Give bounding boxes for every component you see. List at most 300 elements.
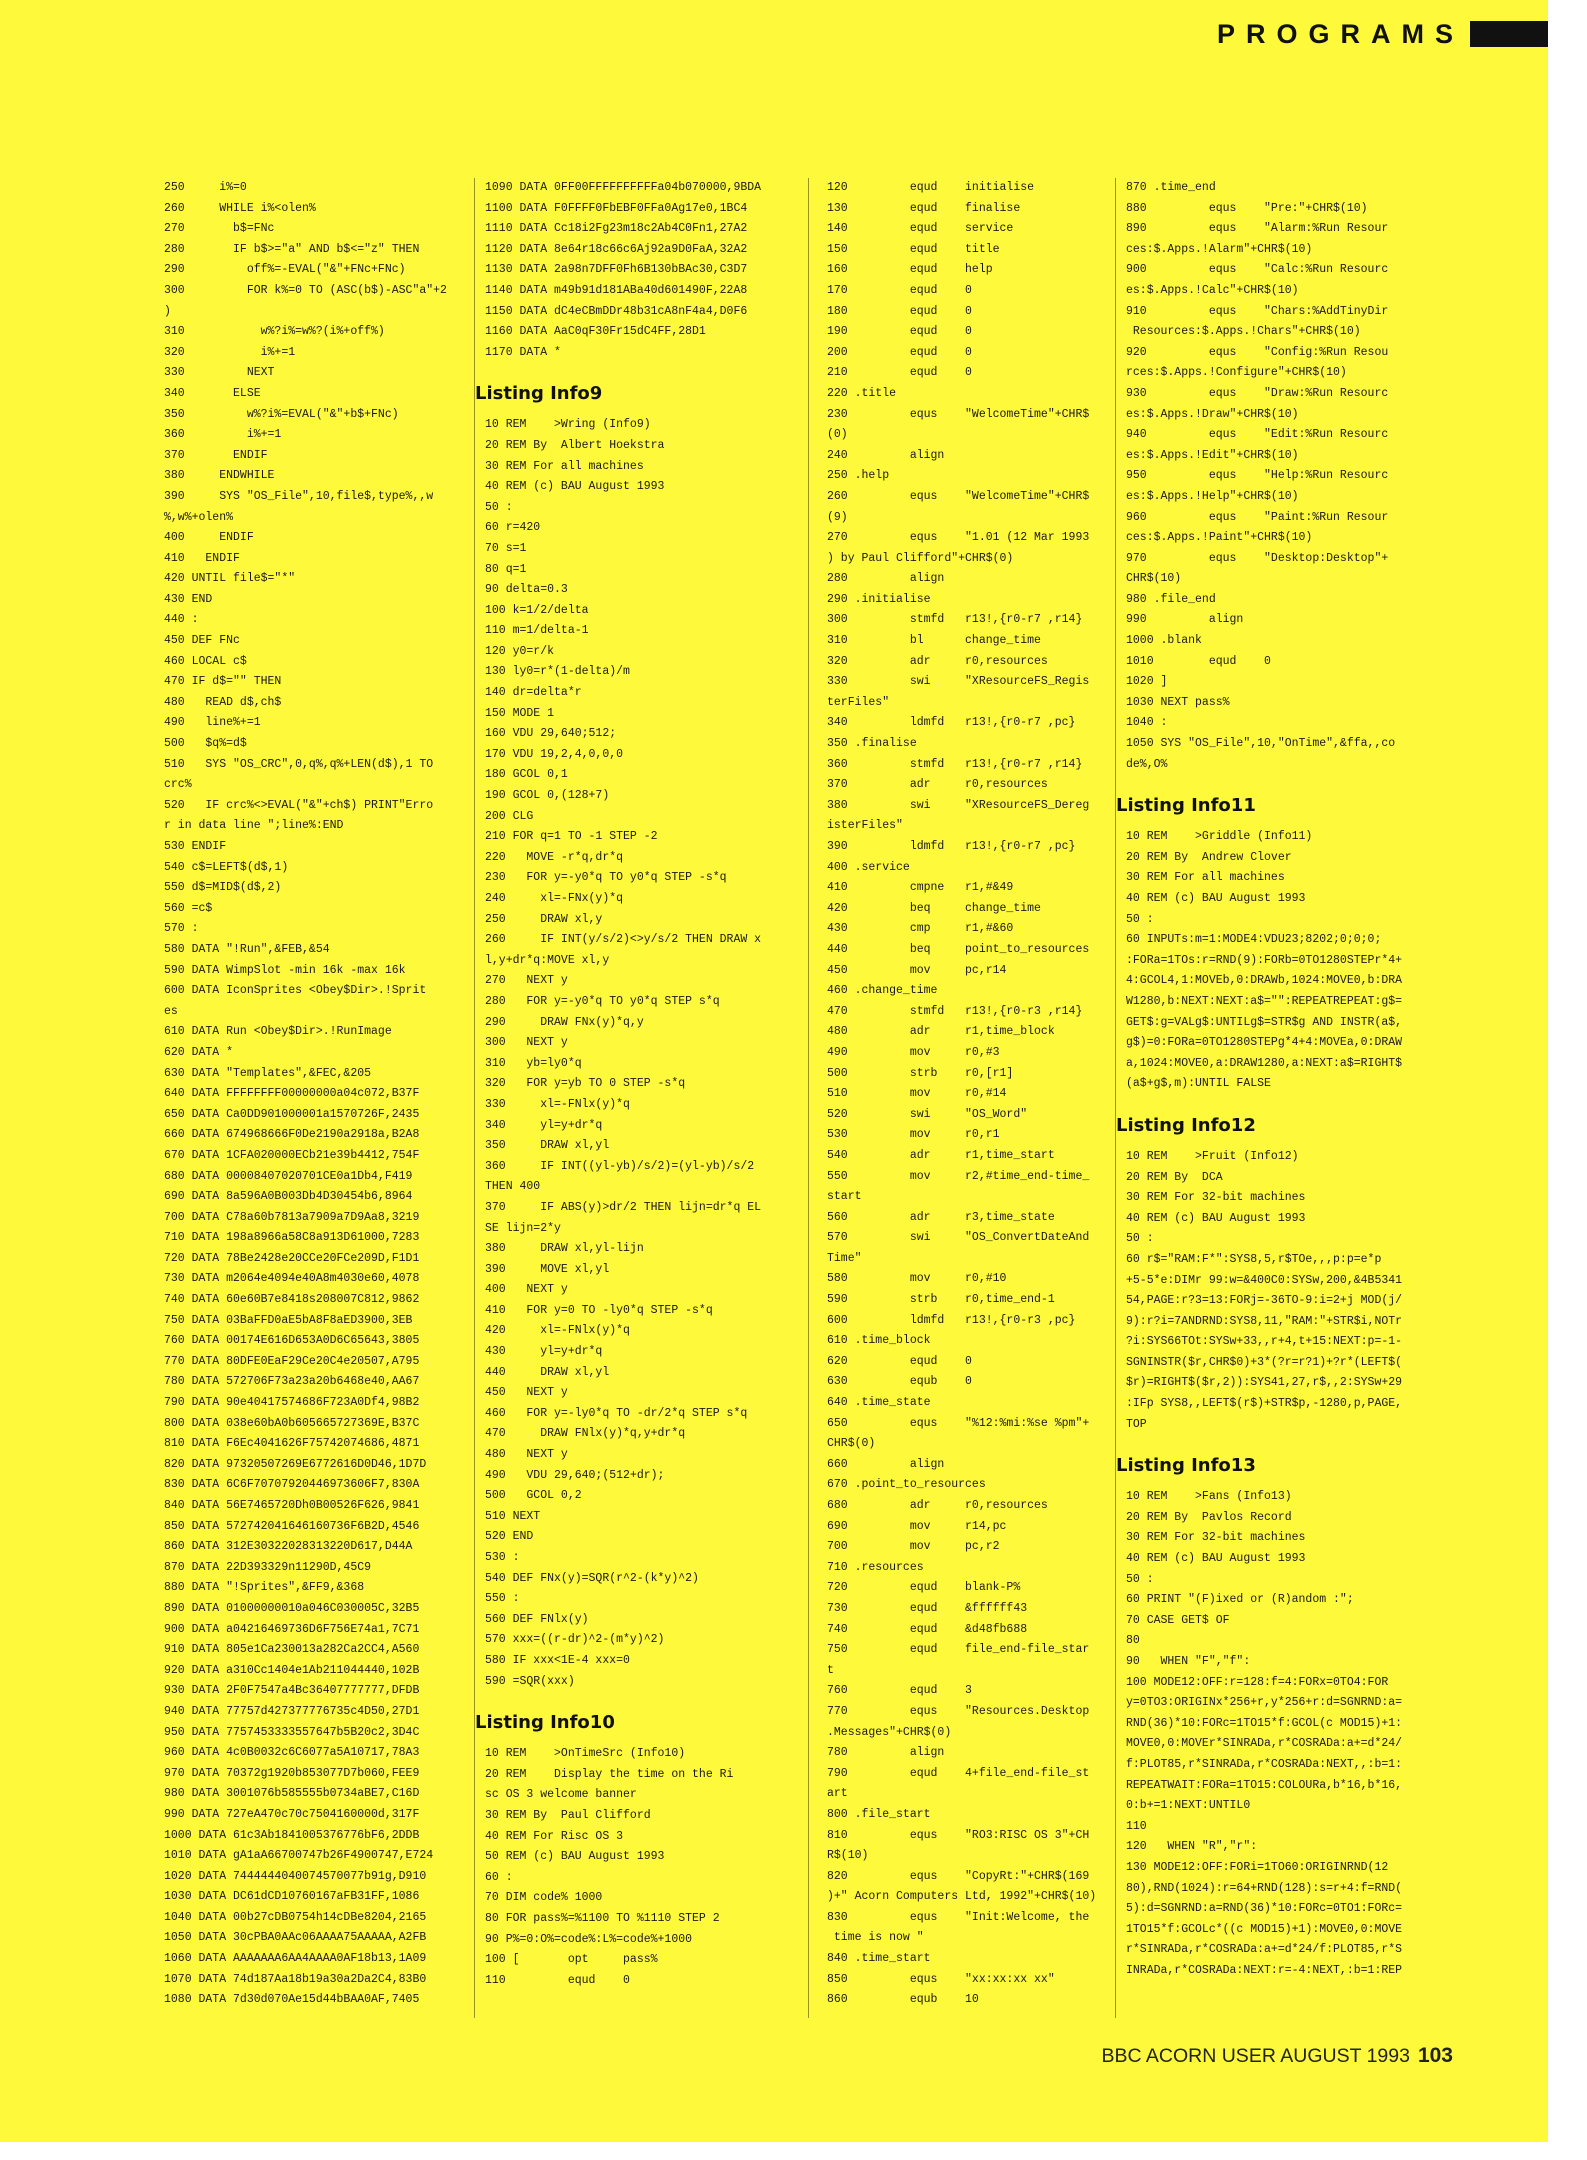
code-line: 1060 DATA AAAAAAA6AA4AAAA0AF18b13,1A09: [164, 1952, 427, 1966]
code-line: 910 equs "Chars:%AddTinyDir: [1126, 304, 1389, 318]
code-line: 900 equs "Calc:%Run Resourc: [1126, 263, 1389, 277]
code-line: 970 DATA 70372g1920b853077D7b060,FEE9: [164, 1766, 420, 1780]
code-line: 10 REM >Griddle (Info11): [1126, 830, 1313, 844]
code-line: 10 REM >Wring (Info9): [485, 418, 651, 432]
code-line: 610 .time_block: [827, 1334, 931, 1348]
code-line: 30 REM For 32-bit machines: [1126, 1531, 1306, 1545]
code-line: 20 REM By Pavlos Record: [1126, 1510, 1292, 1524]
code-line: 40 REM For Risc OS 3: [485, 1829, 624, 1843]
code-line: 30 REM For 32-bit machines: [1126, 1191, 1306, 1205]
code-line: 300 stmfd r13!,{r0-r7 ,r14}: [827, 613, 1083, 627]
code-line: 30 REM By Paul Clifford: [485, 1808, 651, 1822]
code-line: 420 UNTIL file$="*": [164, 572, 296, 586]
code-line: 90 delta=0.3: [485, 583, 568, 597]
code-line: Resources:$.Apps.!Chars"+CHR$(10): [1126, 325, 1361, 339]
code-line: 250 .help: [827, 469, 890, 483]
code-line: 680 adr r0,resources: [827, 1499, 1048, 1512]
code-line: 600 ldmfd r13!,{r0-r3 ,pc}: [827, 1313, 1076, 1327]
code-line: l,y+dr*q:MOVE xl,y: [485, 953, 610, 967]
code-line: 900 DATA a04216469736D6F756E74a1,7C71: [164, 1622, 420, 1636]
code-line: 460 FOR y=-ly0*q TO -dr/2*q STEP s*q: [485, 1406, 748, 1420]
code-line: 390 MOVE xl,yl: [485, 1262, 610, 1276]
code-line: 200 CLG: [485, 809, 534, 823]
code-line: 510 NEXT: [485, 1509, 541, 1523]
code-line: 540 DEF FNx(y)=SQR(r^2-(k*y)^2): [485, 1571, 699, 1585]
code-line: 300 NEXT y: [485, 1036, 568, 1050]
code-line: +5-5*e:DIMr 99:w=&400C0:SYSw,200,&4B5341: [1126, 1273, 1403, 1287]
code-line: 340 yl=y+dr*q: [485, 1118, 603, 1132]
code-line: g$)=0:FORa=0TO1280STEPg*4+4:MOVEa,0:DRAW: [1126, 1036, 1403, 1050]
code-line: :FORa=1TOs:r=RND(9):FORb=0TO1280STEPr*4+: [1126, 953, 1403, 967]
code-line: 650 equs "%12:%mi:%se %pm"+: [827, 1416, 1090, 1430]
code-line: 940 DATA 77757d427377776735c4D50,27D1: [164, 1704, 420, 1718]
code-line: ): [164, 304, 171, 318]
code-line: 50 :: [1126, 912, 1154, 926]
code-line: 270 equs "1.01 (12 Mar 1993: [827, 531, 1090, 545]
code-line: es:$.Apps.!Edit"+CHR$(10): [1126, 448, 1299, 462]
code-line: 320 FOR y=yb TO 0 STEP -s*q: [485, 1077, 686, 1091]
code-line: 490 line%+=1: [164, 716, 261, 730]
code-line: r in data line ";line%:END: [164, 819, 344, 833]
code-line: 1030 NEXT pass%: [1126, 695, 1230, 709]
code-line: 620 equd 0: [827, 1354, 972, 1368]
code-line: 500 GCOL 0,2: [485, 1489, 582, 1503]
code-line: 220 .title: [827, 386, 897, 400]
code-line: 380 swi "XResourceFS_Dereg: [827, 798, 1090, 812]
code-line: 770 DATA 80DFE0EaF29Ce20C4e20507,A795: [164, 1354, 420, 1368]
code-line: 630 DATA "Templates",&FEC,&205: [164, 1066, 372, 1080]
code-line: 940 equs "Edit:%Run Resourc: [1126, 428, 1389, 442]
code-line: 490 mov r0,#3: [827, 1045, 1000, 1059]
code-line: 880 DATA "!Sprites",&FF9,&368: [164, 1581, 365, 1595]
code-line: 470 IF d$="" THEN: [164, 675, 282, 689]
code-line: 110: [1126, 1819, 1147, 1833]
code-line: 800 .file_start: [827, 1807, 931, 1821]
code-line: )+" Acorn Computers Ltd, 1992"+CHR$(10): [827, 1890, 1097, 1904]
code-line: 120 WHEN "R","r":: [1126, 1840, 1258, 1854]
code-line: t: [827, 1663, 834, 1677]
code-line: 340 ldmfd r13!,{r0-r7 ,pc}: [827, 716, 1076, 730]
code-line: 90 WHEN "F","f":: [1126, 1655, 1251, 1668]
code-line: 540 adr r1,time_start: [827, 1148, 1055, 1162]
code-line: 550 d$=MID$(d$,2): [164, 881, 282, 895]
code-line: 190 equd 0: [827, 325, 972, 339]
code-line: es:$.Apps.!Draw"+CHR$(10): [1126, 407, 1299, 421]
code-line: 530 :: [485, 1551, 520, 1564]
code-line: (9): [827, 510, 848, 524]
code-line: 930 equs "Draw:%Run Resourc: [1126, 386, 1389, 400]
column-divider: [474, 178, 475, 2018]
code-line: 800 DATA 038e60bA0b605665727369E,B37C: [164, 1416, 420, 1430]
listing-heading: Listing Info9: [475, 383, 603, 405]
column-4: [1116, 178, 1411, 1982]
code-line: ) by Paul Clifford"+CHR$(0): [827, 551, 1014, 565]
code-line: 240 align: [827, 448, 945, 462]
code-line: 470 stmfd r13!,{r0-r3 ,r14}: [827, 1004, 1083, 1018]
code-line: f:PLOT85,r*SINRADa,r*COSRADa:NEXT,,:b=1:: [1126, 1757, 1403, 1771]
code-line: 140 equd service: [827, 222, 1014, 236]
code-line: 1130 DATA 2a98n7DFF0Fh6B130bBAc30,C3D7: [485, 263, 748, 277]
code-line: 80 q=1: [485, 562, 527, 576]
code-line: 520 IF crc%<>EVAL("&"+ch$) PRINT"Erro: [164, 798, 434, 812]
code-line: 960 equs "Paint:%Run Resour: [1126, 510, 1389, 524]
listing-heading: Listing Info12: [1116, 1114, 1256, 1136]
code-line: REPEATWAIT:FORa=1TO15:COLOURa,b*16,b*16,: [1126, 1778, 1403, 1792]
code-line: W1280,b:NEXT:NEXT:a$="":REPEATREPEAT:g$=: [1126, 994, 1403, 1008]
code-line: 280 FOR y=-y0*q TO y0*q STEP s*q: [485, 994, 720, 1008]
code-line: INRADa,r*COSRADa:NEXT:r=-4:NEXT,:b=1:REP: [1126, 1963, 1403, 1977]
code-line: 600 DATA IconSprites <Obey$Dir>.!Sprit: [164, 984, 427, 998]
code-line: 690 mov r14,pc: [827, 1519, 1007, 1533]
code-line: 150 equd title: [827, 242, 1000, 256]
code-line: 400 NEXT y: [485, 1283, 568, 1297]
code-line: 70 DIM code% 1000: [485, 1891, 603, 1905]
code-line: :IFp SYS8,,LEFT$(r$)+STR$p,-1280,p,PAGE,: [1126, 1397, 1403, 1411]
page-footer: [1101, 2044, 1453, 2068]
code-line: 630 equb 0: [827, 1375, 972, 1389]
code-line: 1140 DATA m49b91d181ABa40d601490F,22A8: [485, 283, 748, 297]
code-line: 620 DATA *: [164, 1045, 234, 1059]
code-line: 20 REM Display the time on the Ri: [485, 1767, 734, 1781]
code-line: 300 FOR k%=0 TO (ASC(b$)-ASC"a"+2: [164, 283, 447, 297]
code-line: 980 DATA 3001076b585555b0734aBE7,C16D: [164, 1787, 420, 1801]
code-line: 670 DATA 1CFA020000ECb21e39b4412,754F: [164, 1148, 420, 1162]
code-line: 50 :: [485, 500, 513, 514]
code-line: 590 strb r0,time_end-1: [827, 1293, 1055, 1307]
code-line: 750 DATA 03BaFFD0aE5bA8F8aED3900,3EB: [164, 1313, 413, 1327]
page-header: [1217, 20, 1548, 48]
code-line: 560 adr r3,time_state: [827, 1210, 1055, 1224]
code-line: 990 align: [1126, 613, 1244, 627]
code-line: 840 DATA 56E7465720Dh0B00526F626,9841: [164, 1499, 420, 1512]
code-line: 1080 DATA 7d30d070Ae15d44bBAA0AF,7405: [164, 1993, 420, 2007]
code-line: 340 ELSE: [164, 386, 261, 400]
column-divider: [808, 178, 809, 2018]
code-line: 280 IF b$>="a" AND b$<="z" THEN: [164, 242, 420, 256]
code-line: 1050 DATA 30cPBA0AAc06AAAA75AAAAA,A2FB: [164, 1931, 427, 1945]
code-line: 550 :: [485, 1592, 520, 1606]
column-3: [827, 178, 1107, 2011]
code-line: 60 PRINT "(F)ixed or (R)andom :";: [1126, 1593, 1354, 1607]
code-line: 360 stmfd r13!,{r0-r7 ,r14}: [827, 757, 1083, 771]
code-line: MOVE0,0:MOVEr*SINRADa,r*COSRADa:a+=d*24/: [1126, 1737, 1403, 1751]
code-line: 930 DATA 2F0F7547a4Bc36407777777,DFDB: [164, 1684, 420, 1698]
code-line: 840 .time_start: [827, 1952, 931, 1966]
code-line: 1070 DATA 74d187Aa18b19a30a2Da2C4,83B0: [164, 1972, 427, 1986]
code-line: crc%: [164, 778, 192, 792]
code-line: 960 DATA 4c0B0032c6C6077a5A10717,78A3: [164, 1746, 420, 1760]
column-1: [164, 178, 464, 2011]
code-line: es: [164, 1004, 178, 1018]
code-line: 740 equd &d48fb688: [827, 1622, 1028, 1636]
code-line: 60 :: [485, 1870, 513, 1884]
code-line: 70 s=1: [485, 541, 527, 555]
code-line: 640 .time_state: [827, 1396, 931, 1410]
code-line: RND(36)*10:FORc=1TO15*f:GCOL(c MOD15)+1:: [1126, 1716, 1403, 1730]
code-line: 130 equd finalise: [827, 201, 1021, 215]
code-line: 570 swi "OS_ConvertDateAnd: [827, 1231, 1090, 1245]
code-line: 130 MODE12:OFF:FORi=1TO60:ORIGINRND(12: [1126, 1860, 1389, 1874]
code-line: 360 IF INT((yl-yb)/s/2)=(yl-yb)/s/2: [485, 1159, 755, 1173]
code-line: 1040 :: [1126, 716, 1168, 730]
code-line: 180 GCOL 0,1: [485, 768, 568, 782]
code-line: 40 REM (c) BAU August 1993: [485, 480, 665, 494]
code-line: 510 mov r0,#14: [827, 1087, 1007, 1101]
code-line: 190 GCOL 0,(128+7): [485, 789, 610, 803]
code-line: 870 DATA 22D393329n11290D,45C9: [164, 1560, 372, 1574]
code-line: 210 equd 0: [827, 366, 972, 380]
code-line: 40 REM (c) BAU August 1993: [1126, 892, 1306, 905]
code-line: 950 equs "Help:%Run Resourc: [1126, 469, 1389, 483]
code-line: 50 :: [1126, 1232, 1154, 1246]
code-line: 890 equs "Alarm:%Run Resour: [1126, 222, 1389, 236]
code-line: 80 FOR pass%=%1100 TO %1110 STEP 2: [485, 1911, 720, 1925]
code-line: 120 equd initialise: [827, 181, 1035, 194]
code-line: y=0TO3:ORIGINx*256+r,y*256+r:d=SGNRND:a=: [1126, 1696, 1403, 1710]
code-line: 390 SYS "OS_File",10,file$,type%,,w: [164, 489, 434, 503]
code-line: 590 =SQR(xxx): [485, 1674, 575, 1688]
code-line: 850 equs "xx:xx:xx xx": [827, 1972, 1055, 1986]
code-line: 560 DEF FNlx(y): [485, 1612, 589, 1626]
code-line: a,1024:MOVE0,a:DRAW1280,a:NEXT:a$=RIGHT$: [1126, 1056, 1403, 1070]
code-line: 440 DRAW xl,yl: [485, 1365, 610, 1379]
code-line: 110 equd 0: [485, 1973, 630, 1987]
code-line: 20 REM By DCA: [1126, 1170, 1223, 1184]
code-line: 10 REM >Fans (Info13): [1126, 1490, 1292, 1504]
code-line: 80),RND(1024):r=64+RND(128):s=r+4:f=RND(: [1126, 1881, 1403, 1895]
code-line: 430 yl=y+dr*q: [485, 1345, 603, 1359]
code-line: 170 VDU 19,2,4,0,0,0: [485, 747, 624, 761]
code-line: (a$+g$,m):UNTIL FALSE: [1126, 1077, 1271, 1091]
code-line: 20 REM By Andrew Clover: [1126, 850, 1292, 864]
code-line: 100 MODE12:OFF:r=128:f=4:FORx=0TO4:FOR: [1126, 1675, 1389, 1689]
code-line: CHR$(10): [1126, 572, 1182, 586]
code-line: 140 dr=delta*r: [485, 686, 582, 700]
code-line: 790 equd 4+file_end-file_st: [827, 1766, 1090, 1780]
code-line: THEN 400: [485, 1180, 541, 1194]
code-line: 400 .service: [827, 860, 910, 874]
code-line: 330 xl=-FNlx(y)*q: [485, 1097, 630, 1111]
code-line: 640 DATA FFFFFFFF00000000a04c072,B37F: [164, 1087, 420, 1101]
code-line: 70 CASE GET$ OF: [1126, 1613, 1230, 1627]
column-2: [475, 178, 795, 1991]
code-line: 440 :: [164, 613, 199, 627]
code-line: 920 equs "Config:%Run Resou: [1126, 345, 1389, 359]
code-line: 890 DATA 01000000010a046C030005C,32B5: [164, 1601, 420, 1615]
code-line: 530 ENDIF: [164, 840, 227, 853]
code-line: 970 equs "Desktop:Desktop"+: [1126, 551, 1389, 565]
code-line: 350 DRAW xl,yl: [485, 1139, 610, 1153]
code-line: 370 IF ABS(y)>dr/2 THEN lijn=dr*q EL: [485, 1200, 762, 1214]
code-line: 100 k=1/2/delta: [485, 603, 589, 617]
code-line: 60 r$="RAM:F*":SYS8,5,r$TOe,,,p:p=e*p: [1126, 1252, 1382, 1266]
code-line: 750 equd file_end-file_star: [827, 1643, 1090, 1657]
code-line: 920 DATA a310Cc1404e1Ab211044440,102B: [164, 1663, 420, 1677]
code-line: 850 DATA 572742041646160736F6B2D,4546: [164, 1519, 420, 1533]
code-line: 950 DATA 7757453333557647b5B20c2,3D4C: [164, 1725, 420, 1739]
code-line: 720 equd blank-P%: [827, 1581, 1021, 1595]
code-line: art: [827, 1787, 848, 1801]
publication-name: BBC ACORN USER AUGUST 1993: [1101, 2045, 1410, 2067]
code-line: 100 [ opt pass%: [485, 1953, 658, 1967]
code-line: 700 DATA C78a60b7813a7909a7D9Aa8,3219: [164, 1210, 420, 1224]
code-line: 450 NEXT y: [485, 1386, 568, 1400]
code-line: 450 DEF FNc: [164, 634, 240, 648]
code-line: 990 DATA 727eA470c70c7504160000d,317F: [164, 1807, 420, 1821]
code-line: isterFiles": [827, 819, 903, 833]
code-line: 4:GCOL4,1:MOVEb,0:DRAWb,1024:MOVE0,b:DRA: [1126, 974, 1403, 988]
code-line: 410 cmpne r1,#&49: [827, 881, 1014, 895]
code-line: rces:$.Apps.!Configure"+CHR$(10): [1126, 366, 1347, 380]
code-line: 120 y0=r/k: [485, 644, 555, 658]
code-line: 400 ENDIF: [164, 531, 254, 545]
listing-heading: Listing Info13: [1116, 1455, 1256, 1477]
code-line: 810 DATA F6Ec4041626F75742074686,4871: [164, 1437, 420, 1451]
code-line: 54,PAGE:r?3=13:FORj=-36TO-9:i=2+j MOD(j/: [1126, 1294, 1403, 1308]
code-line: 480 adr r1,time_block: [827, 1025, 1055, 1039]
code-line: 130 ly0=r*(1-delta)/m: [485, 665, 630, 679]
code-line: 420 beq change_time: [827, 901, 1041, 915]
code-line: 1120 DATA 8e64r18c66c6Aj92a9D0FaA,32A2: [485, 242, 748, 256]
code-line: 160 equd help: [827, 263, 993, 277]
code-line: 830 DATA 6C6F70707920446973606F7,830A: [164, 1478, 420, 1492]
code-line: 880 equs "Pre:"+CHR$(10): [1126, 201, 1368, 215]
code-line: 220 MOVE -r*q,dr*q: [485, 850, 624, 864]
code-line: 870 .time_end: [1126, 181, 1216, 194]
code-line: ?i:SYS66TOt:SYSw+33,,r+4,t+15:NEXT:p=-1-: [1126, 1335, 1403, 1349]
code-line: 90 P%=0:O%=code%:L%=code%+1000: [485, 1932, 693, 1946]
code-line: 40 REM (c) BAU August 1993: [1126, 1211, 1306, 1225]
code-line: 570 xxx=((r-dr)^2-(m*y)^2): [485, 1633, 665, 1647]
code-line: 260 IF INT(y/s/2)<>y/s/2 THEN DRAW x: [485, 933, 762, 947]
code-line: 0:b+=1:NEXT:UNTIL0: [1126, 1799, 1251, 1813]
code-line: 530 mov r0,r1: [827, 1128, 1000, 1142]
code-line: 10 REM >Fruit (Info12): [1126, 1149, 1299, 1163]
code-line: 770 equs "Resources.Desktop: [827, 1704, 1090, 1718]
code-line: .Messages"+CHR$(0): [827, 1725, 952, 1739]
code-line: TOP: [1126, 1417, 1147, 1431]
code-line: 1040 DATA 00b27cDB0754h14cDBe8204,2165: [164, 1910, 427, 1924]
code-line: 520 swi "OS_Word": [827, 1107, 1028, 1121]
code-line: SE lijn=2*y: [485, 1221, 561, 1235]
code-line: 660 align: [827, 1457, 945, 1471]
code-line: 980 .file_end: [1126, 592, 1216, 606]
code-line: start: [827, 1190, 862, 1204]
code-line: 820 equs "CopyRt:"+CHR$(169: [827, 1869, 1090, 1883]
code-line: ces:$.Apps.!Paint"+CHR$(10): [1126, 531, 1313, 545]
code-line: 420 xl=-FNlx(y)*q: [485, 1324, 630, 1338]
code-line: 1150 DATA dC4eCBmDDr48b31cA8nF4a4,D0F6: [485, 304, 748, 318]
code-line: 320 i%+=1: [164, 345, 296, 359]
code-line: 860 equb 10: [827, 1993, 979, 2007]
code-line: 60 INPUTs:m=1:MODE4:VDU23;8202;0;0;0;: [1126, 933, 1382, 947]
listing-heading: Listing Info10: [475, 1712, 615, 1734]
code-line: GET$:g=VALg$:UNTILg$=STR$g AND INSTR(a$,: [1126, 1015, 1403, 1029]
header-bar-decoration: [1470, 21, 1548, 47]
listing-heading: Listing Info11: [1116, 795, 1256, 817]
code-line: 710 .resources: [827, 1560, 924, 1574]
code-line: 820 DATA 97320507269E6772616D0D46,1D7D: [164, 1457, 427, 1471]
code-line: 320 adr r0,resources: [827, 654, 1048, 668]
code-line: 710 DATA 198a8966a58C8a913D61000,7283: [164, 1231, 420, 1245]
code-line: 280 align: [827, 572, 945, 586]
code-line: 30 REM For all machines: [485, 459, 644, 473]
code-line: 760 equd 3: [827, 1684, 972, 1698]
code-line: 5):d=SGNRND:a=RND(36)*10:FORc=0TO1:FORc=: [1126, 1902, 1403, 1916]
code-line: 390 ldmfd r13!,{r0-r7 ,pc}: [827, 840, 1076, 853]
code-line: 660 DATA 674968666F0De2190a2918a,B2A8: [164, 1128, 420, 1142]
code-line: de%,O%: [1126, 757, 1168, 771]
code-line: 1160 DATA AaC0qF30Fr15dC4FF,28D1: [485, 325, 706, 339]
code-line: 200 equd 0: [827, 345, 972, 359]
code-line: 380 ENDWHILE: [164, 469, 275, 483]
code-line: 230 equs "WelcomeTime"+CHR$: [827, 407, 1090, 421]
code-line: 430 END: [164, 592, 213, 606]
code-line: 290 DRAW FNx(y)*q,y: [485, 1015, 644, 1029]
code-line: es:$.Apps.!Calc"+CHR$(10): [1126, 283, 1299, 297]
code-line: 1090 DATA 0FF00FFFFFFFFFFa04b070000,9BDA: [485, 181, 762, 194]
code-line: 700 mov pc,r2: [827, 1540, 1000, 1554]
code-line: SGNINSTR($r,CHR$0)+3*(?r=r?1)+?r*(LEFT$(: [1126, 1355, 1403, 1369]
code-line: 250 DRAW xl,y: [485, 912, 603, 926]
code-line: 40 REM (c) BAU August 1993: [1126, 1552, 1306, 1566]
code-line: 590 DATA WimpSlot -min 16k -max 16k: [164, 963, 406, 977]
code-line: 10 REM >OnTimeSrc (Info10): [485, 1747, 686, 1761]
code-line: 50 :: [1126, 1572, 1154, 1586]
code-line: 730 DATA m2064e4094e40A8m4030e60,4078: [164, 1272, 420, 1286]
code-line: 290 .initialise: [827, 592, 931, 606]
code-line: 1000 .blank: [1126, 634, 1202, 648]
code-line: 230 FOR y=-y0*q TO y0*q STEP -s*q: [485, 871, 727, 885]
code-line: 270 b$=FNc: [164, 222, 275, 236]
code-line: 310 w%?i%=w%?(i%+off%): [164, 325, 385, 339]
code-line: 540 c$=LEFT$(d$,1): [164, 860, 289, 874]
code-line: 460 LOCAL c$: [164, 654, 247, 668]
code-line: 270 NEXT y: [485, 974, 568, 988]
code-line: 580 IF xxx<1E-4 xxx=0: [485, 1653, 630, 1667]
code-line: 250 i%=0: [164, 181, 247, 194]
page-number: 103: [1417, 2044, 1453, 2067]
code-line: 450 mov pc,r14: [827, 963, 1007, 977]
code-line: 1110 DATA Cc18i2Fg23m18c2Ab4C0Fn1,27A2: [485, 222, 748, 236]
code-line: 180 equd 0: [827, 304, 972, 318]
code-line: 510 SYS "OS_CRC",0,q%,q%+LEN(d$),1 TO: [164, 757, 434, 771]
code-line: 430 cmp r1,#&60: [827, 922, 1014, 936]
code-line: 1020 DATA 7444444040074570077b91g,D910: [164, 1869, 427, 1883]
code-line: 1TO15*f:GCOLc*((c MOD15)+1):MOVE0,0:MOVE: [1126, 1922, 1403, 1936]
code-line: 350 .finalise: [827, 737, 917, 751]
code-line: 740 DATA 60e60B7e8418s208007C812,9862: [164, 1293, 420, 1307]
code-line: 1030 DATA DC61dCD10760167aFB31FF,1086: [164, 1890, 420, 1904]
code-line: 730 equd &ffffff43: [827, 1601, 1028, 1615]
code-line: 310 bl change_time: [827, 634, 1041, 648]
code-line: 9):r?i=7ANDRND:SYS8,11,"RAM:"+STR$i,NOTr: [1126, 1314, 1403, 1328]
code-line: %,w%+olen%: [164, 510, 234, 524]
code-line: 60 r=420: [485, 521, 541, 535]
code-line: ces:$.Apps.!Alarm"+CHR$(10): [1126, 242, 1313, 256]
code-line: 790 DATA 90e40417574686F723A0Df4,98B2: [164, 1396, 420, 1410]
code-line: 670 .point_to_resources: [827, 1478, 986, 1492]
code-line: 1010 DATA gA1aA66700747b26F4900747,E724: [164, 1849, 434, 1863]
code-line: 1000 DATA 61c3Ab1841005376776bF6,2DDB: [164, 1828, 420, 1842]
code-line: time is now ": [827, 1931, 924, 1945]
code-line: 330 NEXT: [164, 366, 275, 380]
code-line: 50 REM (c) BAU August 1993: [485, 1850, 665, 1864]
code-line: 350 w%?i%=EVAL("&"+b$+FNc): [164, 407, 399, 421]
code-line: 80: [1126, 1634, 1140, 1648]
code-line: Time": [827, 1251, 862, 1265]
code-line: 370 adr r0,resources: [827, 778, 1048, 792]
